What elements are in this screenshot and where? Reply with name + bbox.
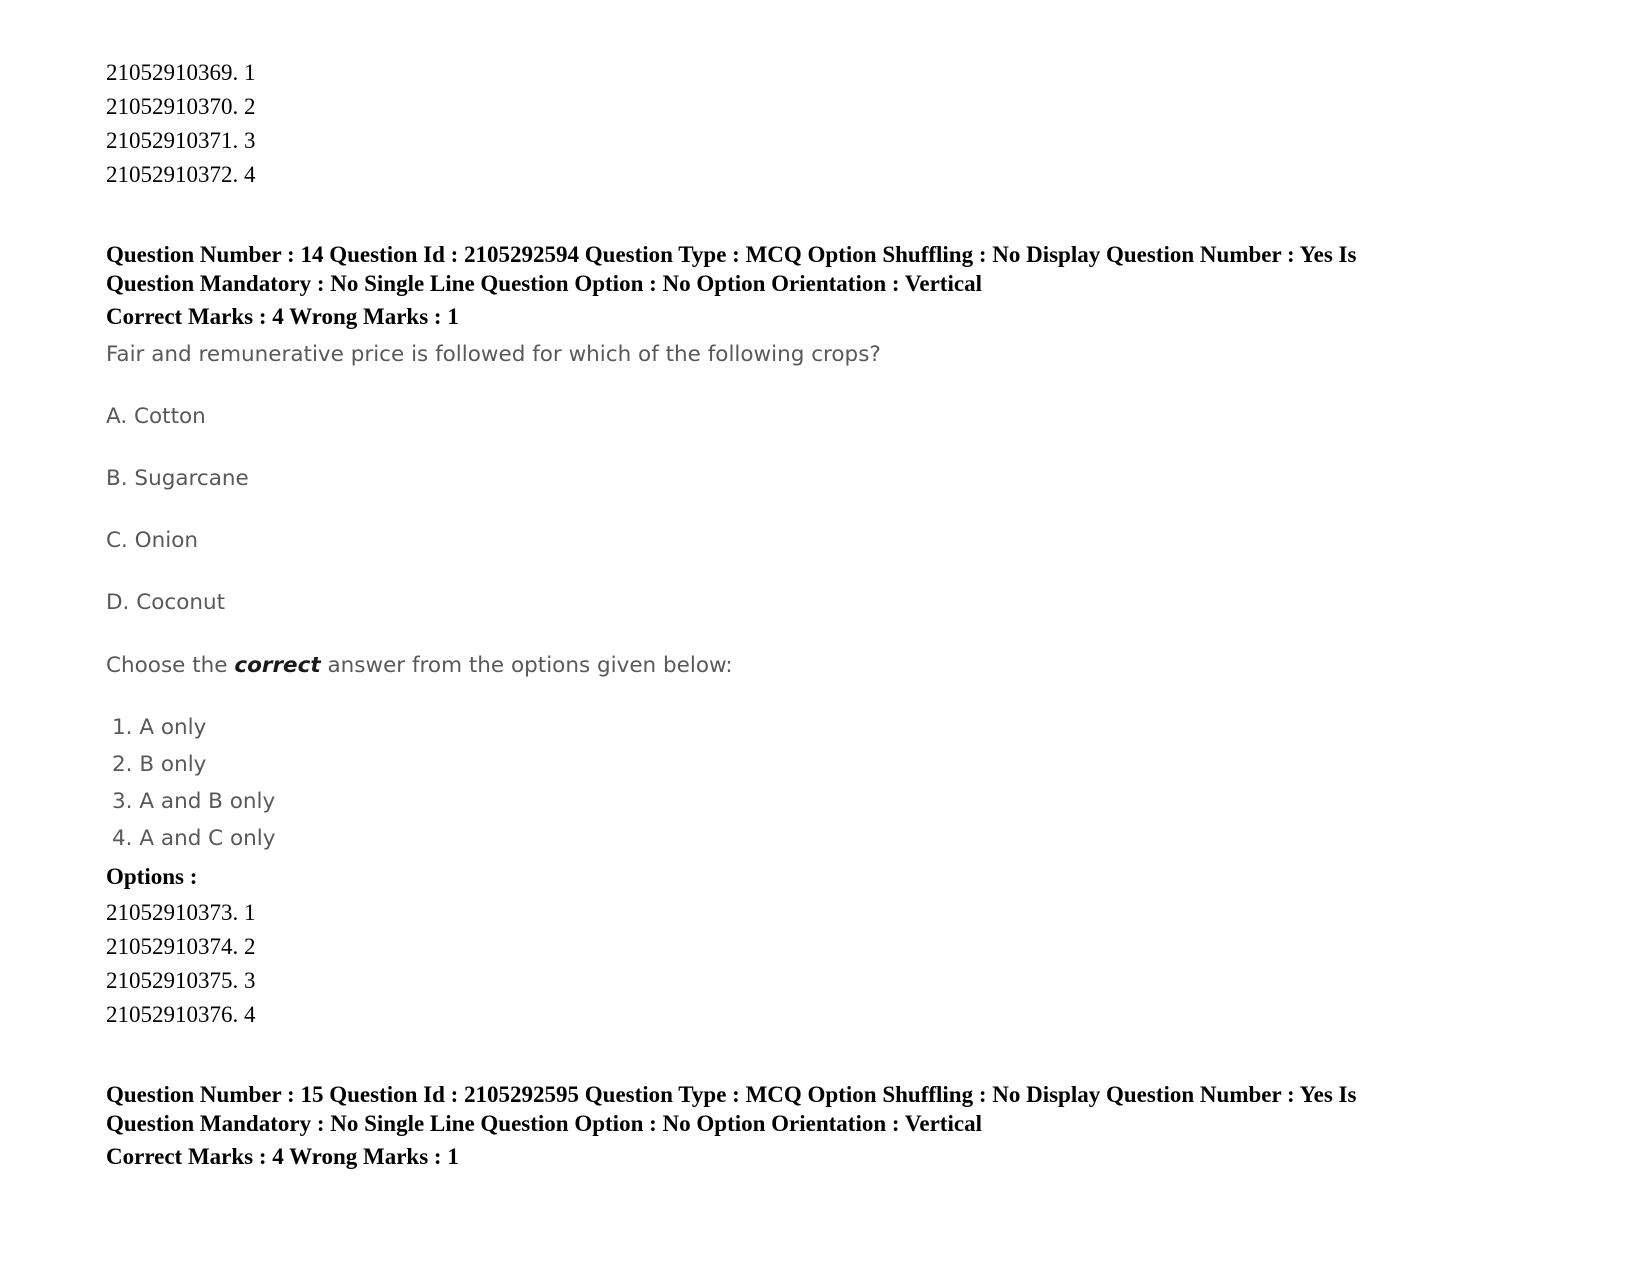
q14-instruction-before: Choose the	[106, 653, 235, 678]
q15-marks: Correct Marks : 4 Wrong Marks : 1	[106, 1144, 459, 1169]
q14-meta-line-2: Question Mandatory : No Single Line Question Option : No Option Orientation : Vertical	[106, 271, 982, 296]
q14-choice-3: 3. A and B only	[112, 789, 276, 814]
q14-option-3: 21052910375. 3	[106, 968, 256, 993]
prev-option-1: 21052910369. 1	[106, 60, 256, 85]
q14-choice-2: 2. B only	[112, 752, 207, 777]
q15-meta-line-1: Question Number : 15 Question Id : 2105292595 Question Type : MCQ Option Shuffling : No Display Question Number : Yes Is	[106, 1082, 1357, 1107]
q14-option-2: 21052910374. 2	[106, 934, 256, 959]
q15-meta-line-2: Question Mandatory : No Single Line Question Option : No Option Orientation : Vertical	[106, 1111, 982, 1136]
q14-choice-1: 1. A only	[112, 715, 207, 740]
prev-option-4: 21052910372. 4	[106, 162, 256, 187]
q14-choice-4: 4. A and C only	[112, 826, 276, 851]
q14-statement-c: C. Onion	[106, 528, 198, 553]
q14-meta-line-1: Question Number : 14 Question Id : 2105292594 Question Type : MCQ Option Shuffling : No Display Question Number : Yes Is	[106, 242, 1357, 267]
q14-instruction-emphasis: correct	[234, 653, 321, 678]
q14-options-label: Options :	[106, 864, 198, 889]
prev-option-3: 21052910371. 3	[106, 128, 256, 153]
q14-statement-a: A. Cotton	[106, 404, 206, 429]
q14-option-4: 21052910376. 4	[106, 1002, 256, 1027]
q14-question-text: Fair and remunerative price is followed for which of the following crops?	[106, 342, 881, 367]
q14-statement-b: B. Sugarcane	[106, 466, 249, 491]
q14-statement-d: D. Coconut	[106, 590, 226, 615]
q14-option-1: 21052910373. 1	[106, 900, 256, 925]
q14-marks: Correct Marks : 4 Wrong Marks : 1	[106, 304, 459, 329]
q14-instruction	[106, 653, 733, 678]
q14-instruction-after: answer from the options given below:	[320, 653, 733, 678]
prev-option-2: 21052910370. 2	[106, 94, 256, 119]
